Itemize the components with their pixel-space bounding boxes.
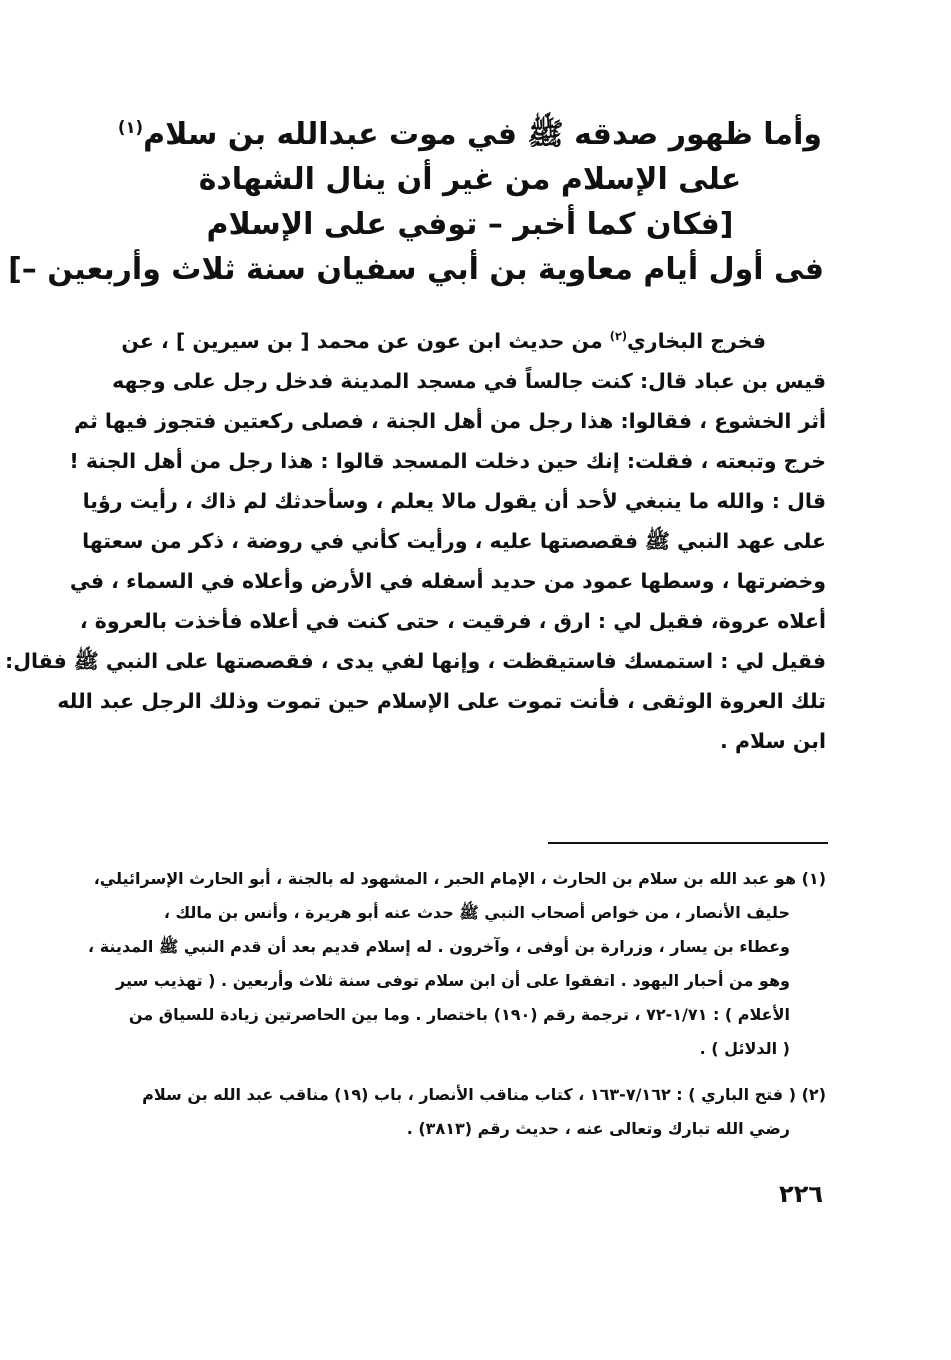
page-number: ٢٢٦ bbox=[779, 1180, 823, 1208]
body-paragraph bbox=[5, 321, 826, 761]
footnotes bbox=[88, 862, 826, 1146]
footnote-1-line-6: ( الدلائل ) . bbox=[699, 1039, 790, 1058]
body-line-1-end: من حديث ابن عون عن محمد [ بن سيرين ] ، عن bbox=[121, 329, 610, 353]
heading-line-3: [فكان كما أخبر – توفي على الإسلام bbox=[206, 207, 734, 242]
heading-line-4: فى أول أيام معاوية بن أبي سفيان سنة ثلاث وأربعين –] bbox=[8, 252, 824, 287]
footnote-divider bbox=[548, 842, 828, 844]
heading-line-1 bbox=[110, 112, 830, 157]
footnote-marker-2: (٢) bbox=[609, 330, 627, 344]
body-line-1-start: فخرج البخاري bbox=[626, 329, 766, 353]
footnote-1-line-1: (١) هو عبد الله بن سلام بن الحارث ، الإمام الحبر ، المشهود له بالجنة ، أبو الحارث الإسرائيلي، bbox=[93, 869, 826, 888]
footnote-2 bbox=[96, 1078, 826, 1146]
heading-line-2: على الإسلام من غير أن ينال الشهادة bbox=[198, 162, 742, 197]
footnote-2-line-1: (٢) ( فتح الباري ) : ٧/١٦٢-١٦٣ ، كتاب مناقب الأنصار ، باب (١٩) مناقب عبد الله بن سلام bbox=[142, 1085, 826, 1104]
footnote-1-line-2: حليف الأنصار ، من خواص أصحاب النبي ﷺ حدث عنه أبو هريرة ، وأنس بن مالك ، bbox=[163, 903, 790, 922]
body-line-11: ابن سلام . bbox=[720, 729, 826, 753]
body-line-3: أثر الخشوع ، فقالوا: هذا رجل من أهل الجنة ، فصلى ركعتين فتجوز فيها ثم bbox=[74, 409, 826, 433]
footnote-2-line-2: رضي الله تبارك وتعالى عنه ، حديث رقم (٣٨١٣) . bbox=[406, 1119, 790, 1138]
body-line-4: خرج وتبعته ، فقلت: إنك حين دخلت المسجد قالوا : هذا رجل من أهل الجنة ! bbox=[69, 449, 826, 473]
footnote-1-line-3: وعطاء بن يسار ، وزرارة بن أوفى ، وآخرون . له إسلام قديم بعد أن قدم النبي ﷺ المدينة ، bbox=[88, 937, 790, 956]
footnote-1 bbox=[88, 862, 826, 1066]
body-line-6: على عهد النبي ﷺ فقصصتها عليه ، ورأيت كأني في روضة ، ذكر من سعتها bbox=[82, 529, 826, 553]
body-line-2: قيس بن عباد قال: كنت جالساً في مسجد المدينة فدخل رجل على وجهه bbox=[112, 369, 826, 393]
heading-line-1-text: وأما ظهور صدقه ﷺ في موت عبدالله بن سلام bbox=[143, 117, 823, 152]
footnote-marker-1: (١) bbox=[117, 118, 144, 137]
body-line-9: فقيل لي : استمسك فاستيقظت ، وإنها لفي يدى ، فقصصتها على النبي ﷺ فقال: bbox=[5, 649, 826, 673]
body-line-10: تلك العروة الوثقى ، فأنت تموت على الإسلام حين تموت وذلك الرجل عبد الله bbox=[57, 689, 826, 713]
body-line-8: أعلاه عروة، فقيل لي : ارق ، فرقيت ، حتى كنت في أعلاه فأخذت بالعروة ، bbox=[79, 609, 826, 633]
footnote-1-line-4: وهو من أحبار اليهود . اتفقوا على أن ابن سلام توفى سنة ثلاث وأربعين . ( تهذيب سير bbox=[116, 971, 790, 990]
body-line-1 bbox=[88, 321, 826, 361]
footnote-1-line-5: الأعلام ) : ١/٧١-٧٢ ، ترجمة رقم (١٩٠) باختصار . وما بين الحاصرتين زيادة للسياق من bbox=[128, 1005, 790, 1024]
chapter-heading bbox=[8, 112, 830, 292]
body-line-7: وخضرتها ، وسطها عمود من حديد أسفله في الأرض وأعلاه في السماء ، في bbox=[69, 569, 826, 593]
body-line-5: قال : والله ما ينبغي لأحد أن يقول مالا يعلم ، وسأحدثك لم ذاك ، رأيت رؤيا bbox=[82, 489, 826, 513]
